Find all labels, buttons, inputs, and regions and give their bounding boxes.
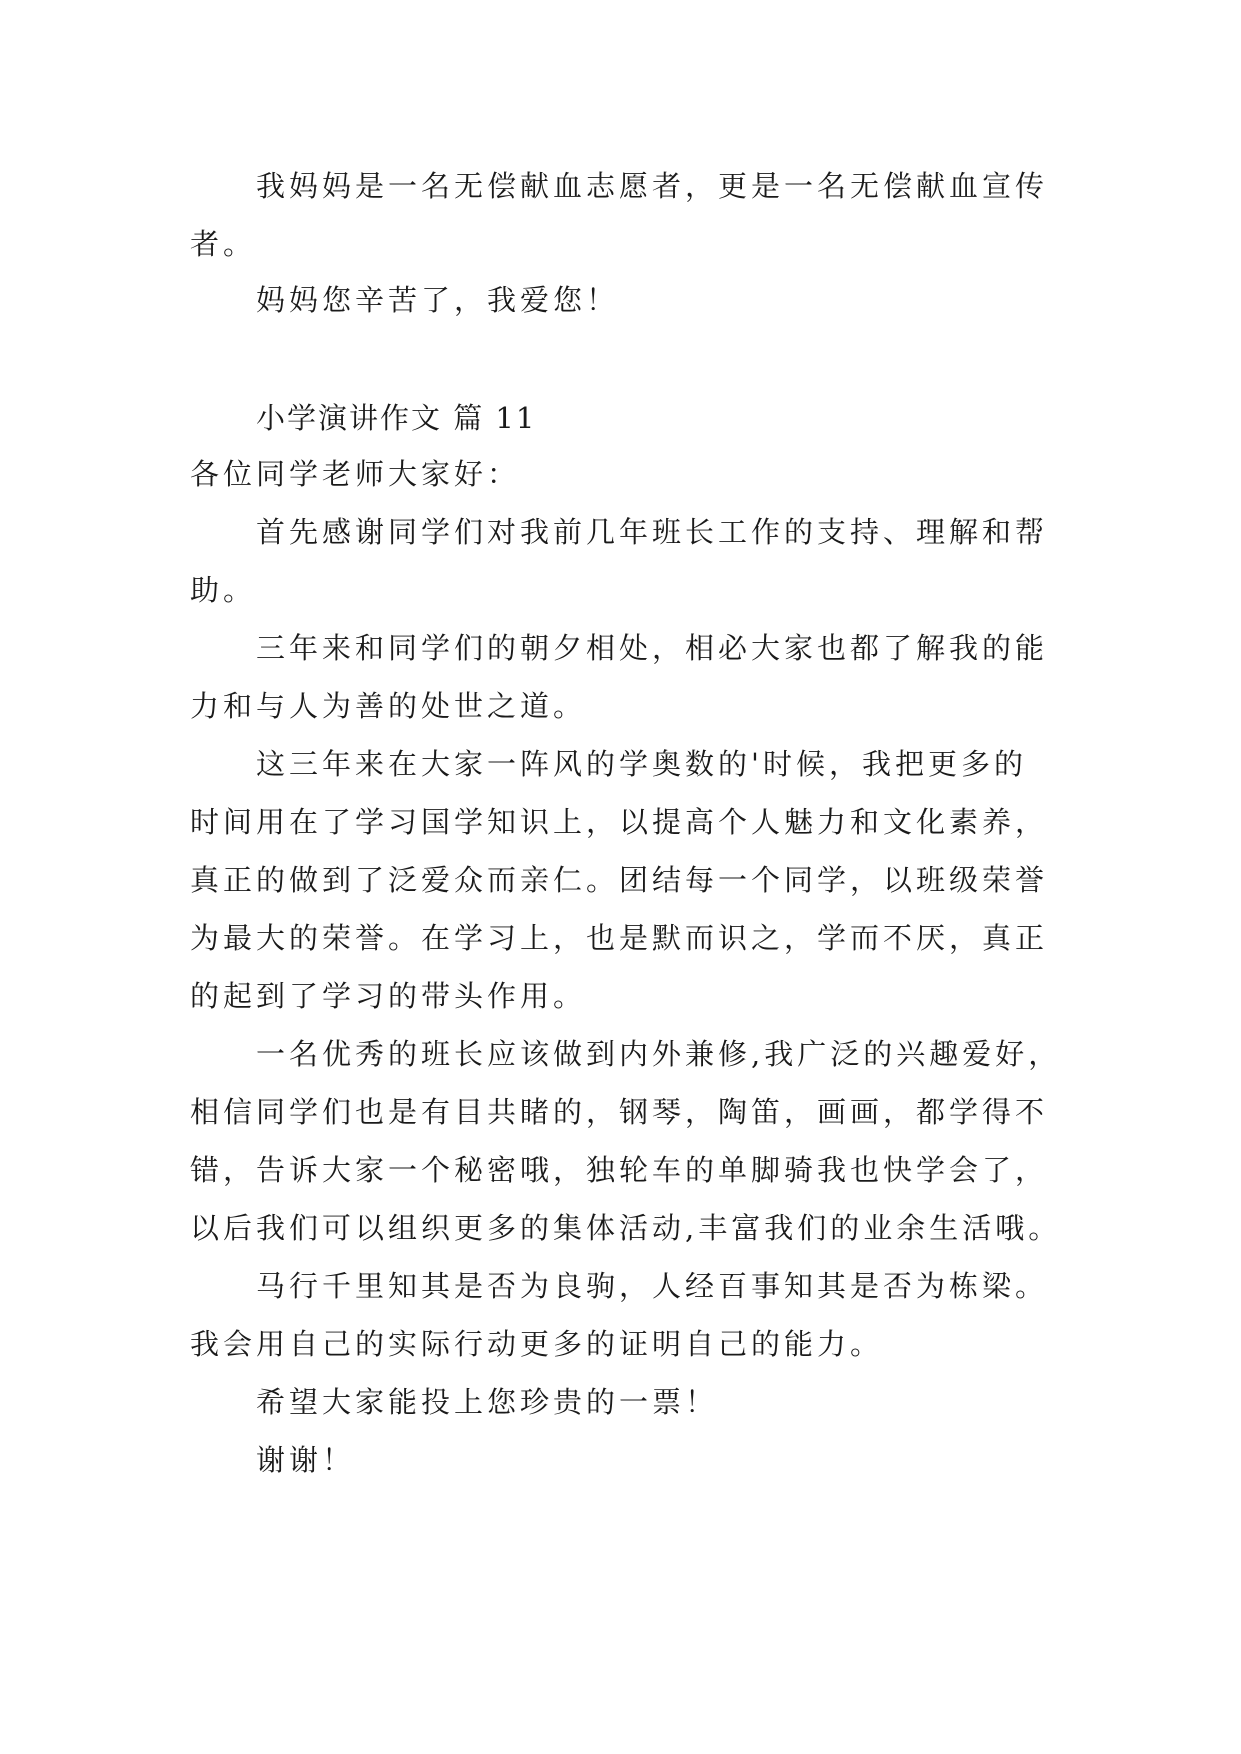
- paragraph-line: 希望大家能投上您珍贵的一票！: [256, 1385, 719, 1419]
- paragraph-line: 马行千里知其是否为良驹，人经百事知其是否为栋梁。: [256, 1269, 1049, 1303]
- paragraph-line: 时间用在了学习国学知识上，以提高个人魅力和文化素养，: [190, 805, 1049, 839]
- paragraph-line: 助。: [190, 573, 257, 607]
- paragraph-line: 为最大的荣誉。在学习上，也是默而识之，学而不厌，真正: [190, 921, 1049, 955]
- paragraph-line: 妈妈您辛苦了，我爱您！: [256, 283, 620, 317]
- paragraph-line: 谢谢！: [256, 1443, 356, 1477]
- paragraph-line: 者。: [190, 227, 257, 261]
- paragraph-line: 的起到了学习的带头作用。: [190, 979, 587, 1013]
- greeting-line: 各位同学老师大家好：: [190, 457, 521, 491]
- paragraph-line: 错，告诉大家一个秘密哦，独轮车的单脚骑我也快学会了，: [190, 1153, 1049, 1187]
- paragraph-line: 力和与人为善的处世之道。: [190, 689, 587, 723]
- paragraph-line: 首先感谢同学们对我前几年班长工作的支持、理解和帮: [256, 515, 1049, 549]
- paragraph-line: 三年来和同学们的朝夕相处，相必大家也都了解我的能: [256, 631, 1049, 665]
- paragraph-line: 我妈妈是一名无偿献血志愿者，更是一名无偿献血宣传: [256, 169, 1049, 203]
- paragraph-line: 以后我们可以组织更多的集体活动,丰富我们的业余生活哦。: [190, 1211, 1062, 1245]
- paragraph-line: 相信同学们也是有目共睹的，钢琴，陶笛，画画，都学得不: [190, 1095, 1049, 1129]
- paragraph-line: 真正的做到了泛爱众而亲仁。团结每一个同学，以班级荣誉: [190, 863, 1049, 897]
- paragraph-line: 这三年来在大家一阵风的学奥数的'时候，我把更多的: [256, 747, 1027, 781]
- paragraph-line: 一名优秀的班长应该做到内外兼修,我广泛的兴趣爱好，: [256, 1037, 1062, 1071]
- section-title: 小学演讲作文 篇 11: [256, 401, 537, 435]
- paragraph-line: 我会用自己的实际行动更多的证明自己的能力。: [190, 1327, 884, 1361]
